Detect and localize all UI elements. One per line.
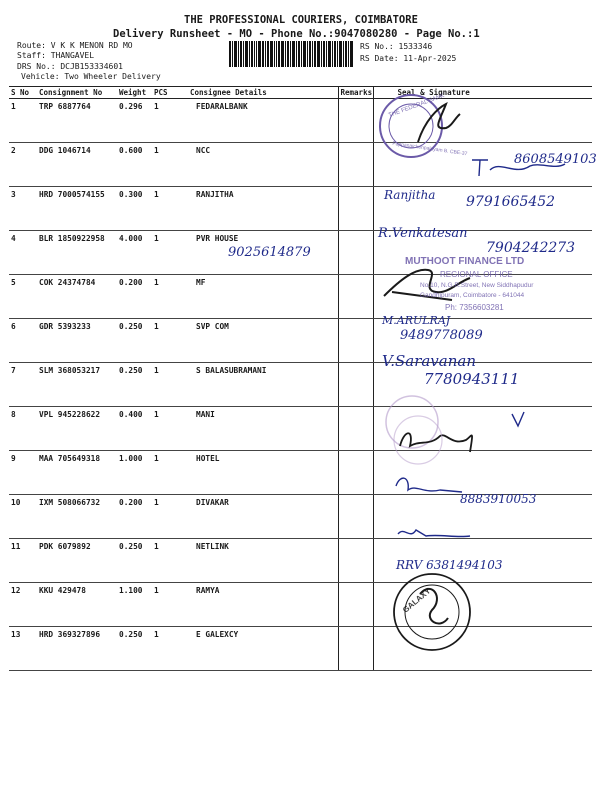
cell-consignment-no: KKU 429478	[37, 583, 117, 627]
muthoot-stamp-title: MUTHOOT FINANCE LTD	[405, 256, 525, 267]
signature-row-11	[398, 530, 470, 537]
cell-sno: 8	[9, 407, 37, 451]
header-consignee-details: Consignee Details	[188, 87, 338, 99]
cell-weight: 0.296	[117, 99, 152, 143]
cell-weight: 0.250	[117, 363, 152, 407]
cell-consignment-no: VPL 945228622	[37, 407, 117, 451]
muthoot-stamp-line3: Gandhipuram, Coimbatore - 641044	[420, 292, 525, 299]
cell-consignment-no: DDG 1046714	[37, 143, 117, 187]
handwritten-name-row-6: M.ARULRAJ	[382, 314, 451, 327]
header-pcs: PCS	[152, 87, 188, 99]
cell-consignee: MANI	[188, 407, 338, 451]
route-field: Route: V K K MENON RD MO	[17, 41, 133, 50]
galaxy-seal-text: GALAXY	[401, 586, 433, 615]
handwritten-phone-row-2: 8608549103	[514, 152, 597, 167]
federal-bank-branch-text: Pappanaickenpalayam B. CBE-37	[391, 140, 468, 158]
cell-consignee: DIVAKAR	[188, 495, 338, 539]
cell-sno: 1	[9, 99, 37, 143]
cell-pcs: 1	[152, 99, 188, 143]
handwritten-name-row-4: R.Venkatesan	[378, 226, 468, 241]
cell-pcs: 1	[152, 143, 188, 187]
signature-row-9	[400, 433, 472, 452]
muthoot-stamp-line1: REGIONAL OFFICE	[440, 270, 513, 279]
cell-pcs: 1	[152, 539, 188, 583]
cell-weight: 0.250	[117, 627, 152, 671]
vehicle-field: Vehicle: Two Wheeler Delivery	[21, 72, 161, 81]
cell-weight: 0.250	[117, 539, 152, 583]
cell-consignment-no: SLM 368053217	[37, 363, 117, 407]
muthoot-stamp-phone: Ph: 7356603281	[445, 303, 504, 312]
rs-number: RS No.: 1533346	[360, 42, 433, 51]
cell-consignment-no: COK 24374784	[37, 275, 117, 319]
cell-pcs: 1	[152, 451, 188, 495]
rs-date: RS Date: 11-Apr-2025	[360, 54, 457, 63]
cell-weight: 1.000	[117, 451, 152, 495]
cell-weight: 0.600	[117, 143, 152, 187]
cell-consignee: RANJITHA	[188, 187, 338, 231]
handwritten-phone-row-12: RRV 6381494103	[396, 558, 503, 572]
cell-consignment-no: HRD 7000574155	[37, 187, 117, 231]
signature-row-1	[418, 104, 460, 142]
cell-consignment-no: PDK 6079892	[37, 539, 117, 583]
cell-consignment-no: MAA 705649318	[37, 451, 117, 495]
cell-pcs: 1	[152, 231, 188, 275]
header-weight: Weight	[117, 87, 152, 99]
cell-consignee: FEDARALBANK	[188, 99, 338, 143]
cell-weight: 0.250	[117, 319, 152, 363]
cell-sno: 12	[9, 583, 37, 627]
cell-consignee: HOTEL	[188, 451, 338, 495]
cell-consignment-no: TRP 6887764	[37, 99, 117, 143]
runsheet-subtitle: Delivery Runsheet - MO - Phone No.:9047080280 - Page No.:1	[113, 28, 480, 40]
handwritten-phone-row-3: 9791665452	[466, 194, 556, 210]
handwritten-name-row-3: Ranjitha	[384, 188, 436, 202]
handwritten-phone-row-4: 7904242273	[486, 240, 576, 256]
cell-weight: 4.000	[117, 231, 152, 275]
header-remarks: Remarks	[338, 87, 373, 99]
cell-consignee: S BALASUBRAMANI	[188, 363, 338, 407]
handwritten-phone-row-10: 8883910053	[460, 492, 537, 506]
cell-sno: 3	[9, 187, 37, 231]
cell-consignee: RAMYA	[188, 583, 338, 627]
cell-weight: 1.100	[117, 583, 152, 627]
cell-sno: 2	[9, 143, 37, 187]
cell-weight: 0.200	[117, 275, 152, 319]
handwritten-name-row-7: V.Saravanan	[382, 352, 476, 370]
cell-pcs: 1	[152, 319, 188, 363]
handwritten-phone-row-6: 9489778089	[400, 328, 483, 343]
cell-consignee: E GALEXCY	[188, 627, 338, 671]
cell-consignee: NCC	[188, 143, 338, 187]
cell-sno: 10	[9, 495, 37, 539]
header-seal-signature: Seal & Signature	[373, 87, 592, 99]
muthoot-stamp-line2: No.10, N.G.R.Street, New Siddhapudur	[420, 282, 534, 289]
cell-pcs: 1	[152, 627, 188, 671]
cell-consignment-no: IXM 508066732	[37, 495, 117, 539]
header-sno: S No	[9, 87, 37, 99]
cell-sno: 11	[9, 539, 37, 583]
header-consignment-no: Consignment No	[37, 87, 117, 99]
page-title: THE PROFESSIONAL COURIERS, COIMBATORE	[184, 14, 418, 26]
cell-pcs: 1	[152, 495, 188, 539]
cell-consignee: MF	[188, 275, 338, 319]
cell-consignment-no: GDR 5393233	[37, 319, 117, 363]
cell-pcs: 1	[152, 407, 188, 451]
handwritten-phone-row-4-left: 9025614879	[228, 245, 311, 260]
signature-row-10	[396, 478, 462, 492]
handwritten-phone-row-7: 7780943111	[424, 370, 520, 388]
cell-sno: 6	[9, 319, 37, 363]
cell-consignment-no: BLR 1850922958	[37, 231, 117, 275]
cell-weight: 0.200	[117, 495, 152, 539]
cell-sno: 5	[9, 275, 37, 319]
cell-sno: 4	[9, 231, 37, 275]
cell-pcs: 1	[152, 187, 188, 231]
cell-sno: 13	[9, 627, 37, 671]
cell-pcs: 1	[152, 583, 188, 627]
cell-pcs: 1	[152, 363, 188, 407]
cell-pcs: 1	[152, 275, 188, 319]
staff-field: Staff: THANGAVEL	[17, 51, 95, 60]
cell-weight: 0.300	[117, 187, 152, 231]
cell-consignment-no: HRD 369327896	[37, 627, 117, 671]
cell-consignee: SVP COM	[188, 319, 338, 363]
drs-number: DRS No.: DCJB153334601	[17, 62, 123, 71]
cell-sno: 7	[9, 363, 37, 407]
cell-consignee: NETLINK	[188, 539, 338, 583]
cell-weight: 0.400	[117, 407, 152, 451]
cell-sno: 9	[9, 451, 37, 495]
federal-bank-seal-text: THE FEDERAL BANK	[387, 93, 446, 119]
cell-consignee: PVR HOUSE	[188, 231, 338, 275]
